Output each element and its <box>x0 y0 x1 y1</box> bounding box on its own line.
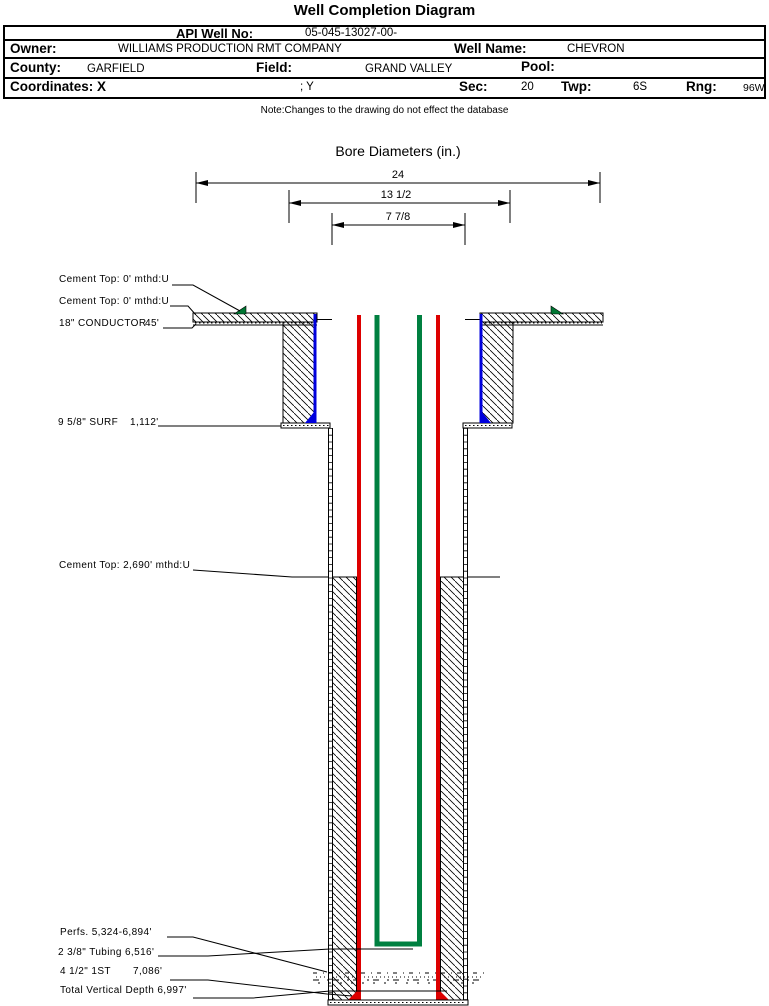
twp-value: 6S <box>633 81 648 93</box>
leader-tvd <box>193 991 447 998</box>
leader-cement-top-3 <box>193 570 328 577</box>
leader-production-casing <box>170 980 352 996</box>
conductor-depth: 45' <box>145 318 160 329</box>
cement-top-marker-icon <box>234 306 246 314</box>
api-well-no-label: API Well No: <box>176 26 254 41</box>
cement-top-marker-icon <box>551 306 563 314</box>
leader-perfs <box>167 937 327 972</box>
bore-diameters-title: Bore Diameters (in.) <box>335 143 461 159</box>
tubing-label: 2 3/8" Tubing 6,516' <box>58 947 155 958</box>
arrow-left-icon <box>196 180 208 186</box>
coordinates-label: Coordinates: X <box>10 79 107 94</box>
leader-conductor <box>163 324 196 328</box>
rng-label: Rng: <box>686 79 717 94</box>
arrow-right-icon <box>588 180 600 186</box>
well-name-value: CHEVRON <box>567 43 625 55</box>
dimension-24-value: 24 <box>391 169 405 181</box>
arrow-right-icon <box>498 200 510 206</box>
coordinates-y-label: ; Y <box>300 81 314 93</box>
production-casing-depth: 7,086' <box>133 966 163 977</box>
production-cement-left <box>333 577 357 1002</box>
page-title: Well Completion Diagram <box>293 2 476 19</box>
arrow-left-icon <box>332 222 344 228</box>
surface-casing-depth: 1,112' <box>130 417 159 428</box>
database-note: Note:Changes to the drawing do not effect the database <box>260 105 509 116</box>
leader-cement-top-2 <box>170 306 196 315</box>
production-cement-right <box>441 577 464 1002</box>
dimension-13-1-2-value: 13 1/2 <box>380 189 412 201</box>
owner-value: WILLIAMS PRODUCTION RMT COMPANY <box>118 43 342 55</box>
production-casing-label: 4 1/2" 1ST <box>60 966 111 977</box>
twp-label: Twp: <box>561 79 592 94</box>
conductor-flange-right <box>480 313 603 322</box>
field-value: GRAND VALLEY <box>365 63 453 75</box>
conductor-label: 18" CONDUCTOR <box>59 318 147 329</box>
county-value: GARFIELD <box>87 63 145 75</box>
rng-value: 96W <box>743 82 765 94</box>
cement-top-1-label: Cement Top: 0' mthd:U <box>59 274 170 285</box>
surface-cement-left <box>283 322 316 423</box>
leader-tubing <box>158 949 413 956</box>
arrow-right-icon <box>453 222 465 228</box>
api-well-no-value: 05-045-13027-00- <box>305 27 398 39</box>
perfs-label: Perfs. 5,324-6,894' <box>60 927 152 938</box>
surface-casing-label: 9 5/8" SURF <box>58 417 119 428</box>
surface-cement-right <box>480 322 513 423</box>
county-label: County: <box>10 60 61 75</box>
dimension-7-7-8 <box>332 211 465 245</box>
owner-label: Owner: <box>10 41 57 56</box>
cement-top-3-label: Cement Top: 2,690' mthd:U <box>59 560 191 571</box>
sec-label: Sec: <box>459 79 488 94</box>
pool-label: Pool: <box>521 59 555 74</box>
leader-cement-top-1 <box>172 285 240 311</box>
conductor-flange-left <box>193 313 317 322</box>
cement-top-2-label: Cement Top: 0' mthd:U <box>59 296 170 307</box>
dimension-7-7-8-value: 7 7/8 <box>385 211 411 223</box>
tvd-label: Total Vertical Depth 6,997' <box>60 985 187 996</box>
field-label: Field: <box>256 60 292 75</box>
arrow-left-icon <box>289 200 301 206</box>
sec-value: 20 <box>521 81 534 93</box>
well-name-label: Well Name: <box>454 41 527 56</box>
